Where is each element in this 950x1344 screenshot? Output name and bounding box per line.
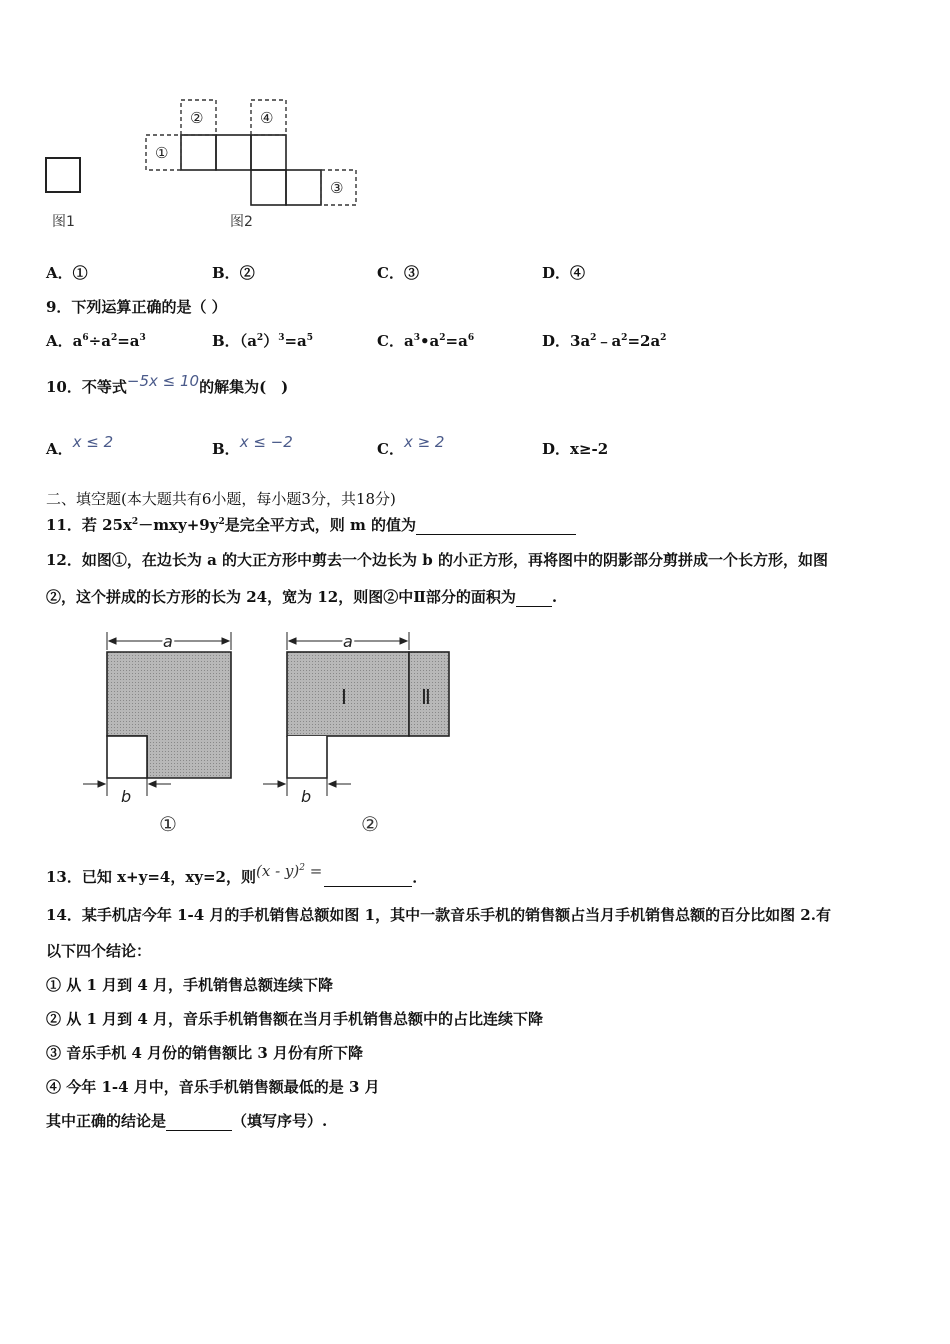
cube-net-figure <box>40 95 370 240</box>
q9-option-a: A．$a^6\div a^2=a^3$ <box>46 332 146 350</box>
q9-option-b: B．$(a^2)^3=a^5$ <box>212 332 314 350</box>
q12-answer-blank[interactable] <box>516 606 552 607</box>
fig1-square <box>46 158 80 192</box>
fig2-rectangle <box>287 652 449 778</box>
q10-option-a: A．x ≤ 2 <box>46 433 114 458</box>
q13-answer-blank[interactable] <box>324 886 412 887</box>
q14-answer-line: 其中正确的结论是 （填写序号）. <box>46 1112 328 1130</box>
q10-option-b: B．x ≤ −2 <box>212 433 293 458</box>
fig2-caption: 图2 <box>230 214 253 230</box>
fig2-a-label: a <box>343 632 353 651</box>
q14-conclusion-1: ① 从 1 月到 4 月，手机销售总额连续下降 <box>46 976 333 994</box>
q11-answer-blank[interactable] <box>416 534 576 535</box>
fig2-caption: ② <box>361 812 379 836</box>
net-solid-squares <box>181 135 321 205</box>
fig2-b-label: b <box>301 787 312 806</box>
q8-option-c: C．③ <box>377 264 419 282</box>
q8-option-b: B．② <box>212 264 255 282</box>
q9-stem: 9．下列运算正确的是（ ） <box>46 298 227 316</box>
q11: 11．若 $25x^2-mxy+9y^2$是完全平方式，则 m 的值为 <box>46 514 576 535</box>
net-label-4: ④ <box>260 109 274 127</box>
q12-line-1: 12．如图①，在边长为 a 的大正方形中剪去一个边长为 b 的小正方形，再将图中的阴影部分剪拼成一个长方形，如图 <box>46 551 828 569</box>
fig2-region-2: Ⅱ <box>421 685 431 709</box>
q10-option-c: C．x ≥ 2 <box>377 433 445 458</box>
q14-line-2: 以下四个结论： <box>46 942 152 960</box>
q9-option-c: C．$a^3•a^2=a^6$ <box>377 332 475 350</box>
q14-line-1: 14．某手机店今年 1-4 月的手机销售总额如图 1，其中一款音乐手机的销售额占当月手机销售总额的百分比如图 2.有 <box>46 906 831 924</box>
fig1-a-label: a <box>163 632 173 651</box>
section-2-title: 二、填空题(本大题共有6小题，每小题3分，共18分) <box>46 490 396 508</box>
q14-conclusion-3: ③ 音乐手机 4 月份的销售额比 3 月份有所下降 <box>46 1044 363 1062</box>
q8-option-d: D．④ <box>542 264 586 282</box>
q9-option-d: D．$3a^2﹣a^2=2a^2$ <box>542 332 667 350</box>
net-label-1: ① <box>155 144 169 162</box>
q14-answer-blank[interactable] <box>166 1130 232 1131</box>
fig1-caption: 图1 <box>52 214 75 230</box>
square-rectangle-figure <box>75 628 465 843</box>
net-label-2: ② <box>190 109 204 127</box>
net-label-3: ③ <box>330 179 344 197</box>
q13: 13．已知 x+y=4，xy=2，则(x - y)$^2$ = ． <box>46 862 428 886</box>
q10-stem: 10．不等式−5x ≤ 10的解集为( ) <box>46 372 289 396</box>
q12-line-2: ②，这个拼成的长方形的长为 24，宽为 12，则图②中Ⅱ部分的面积为 . <box>46 588 558 606</box>
fig1-b-label: b <box>121 787 132 806</box>
q14-conclusion-4: ④ 今年 1-4 月中，音乐手机销售额最低的是 3 月 <box>46 1078 380 1096</box>
fig1-shaded-l-shape <box>107 652 231 778</box>
q10-option-d: D．x≥-2 <box>542 440 609 458</box>
q14-conclusion-2: ② 从 1 月到 4 月，音乐手机销售额在当月手机销售总额中的占比连续下降 <box>46 1010 543 1028</box>
q8-option-a: A．① <box>46 264 88 282</box>
fig1-caption: ① <box>159 812 177 836</box>
fig2-region-1: Ⅰ <box>341 685 347 709</box>
q10-inequality: −5x ≤ 10 <box>126 372 200 390</box>
